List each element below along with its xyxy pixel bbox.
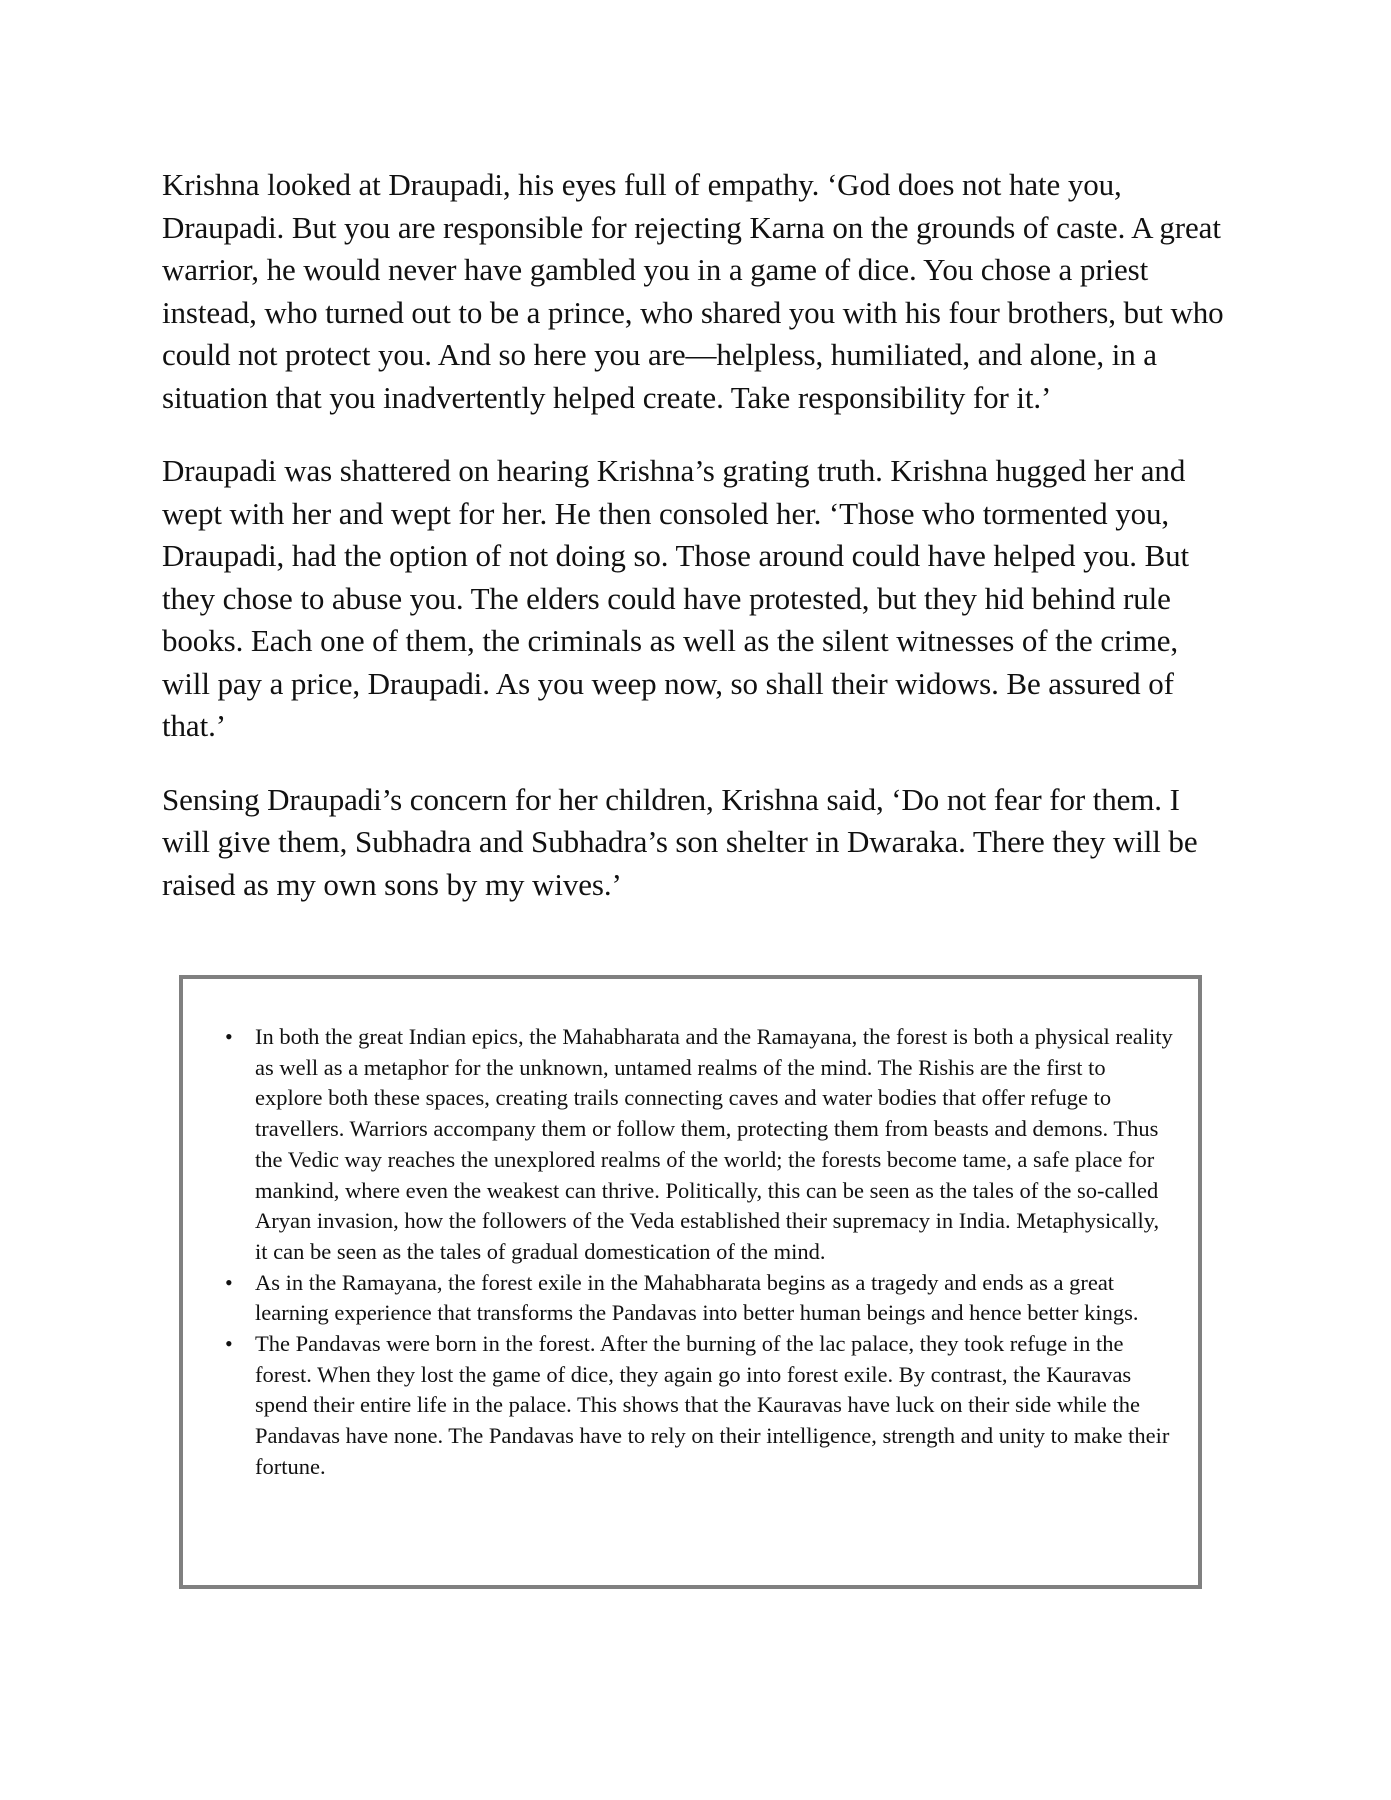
paragraph: Krishna looked at Draupadi, his eyes full of empathy. ‘God does not hate you, Draupadi. But you are responsible for rejecting Karna on the grounds of caste. A great warrior, he would never have gambled you in a game of dice. You chose a priest instead, who turned out to be a prince, who shared you with his four brothers, but who could not protect you. And so here you are—helpless, humiliated, and alone, in a situation that you inadvertently helped create. Take responsibility for it.’ [162, 167, 1224, 415]
list-item [225, 1268, 1175, 1329]
bullet-icon: • [225, 1331, 233, 1357]
list-item-text: The Pandavas were born in the forest. After the burning of the lac palace, they took refuge in the forest. When they lost the game of dice, they again go into forest exile. By contrast, the Kauravas spend their entire life in the palace. This shows that the Kauravas have luck on their side while the Pandavas have none. The Pandavas have to rely on their intelligence, strength and unity to make their fortune. [255, 1331, 1170, 1479]
list-item [225, 1329, 1175, 1483]
body-text [162, 164, 1232, 937]
notes-box [179, 975, 1202, 1589]
list-item-text: As in the Ramayana, the forest exile in the Mahabharata begins as a tragedy and ends as a great learning experience that transforms the Pandavas into better human beings and hence better kings. [255, 1269, 1139, 1326]
list-item-text: In both the great Indian epics, the Mahabharata and the Ramayana, the forest is both a physical reality as well as a metaphor for the unknown, untamed realms of the mind. The Rishis are the first to explore both these spaces, creating trails connecting caves and water bodies that offer refuge to travellers. Warriors accompany them or follow them, protecting them from beasts and demons. Thus the Vedic way reaches the unexplored realms of the world; the forests become tame, a safe place for mankind, where even the weakest can thrive. Politically, this can be seen as the tales of the so-called Aryan invasion, how the followers of the Veda established their supremacy in India. Metaphysically, it can be seen as the tales of gradual domestication of the mind. [255, 1024, 1173, 1264]
paragraph: Sensing Draupadi’s concern for her children, Krishna said, ‘Do not fear for them. I will give them, Subhadra and Subhadra’s son shelter in Dwaraka. There they will be raised as my own sons by my wives.’ [162, 781, 1198, 902]
bullet-icon: • [225, 1024, 233, 1049]
paragraph: Draupadi was shattered on hearing Krishna’s grating truth. Krishna hugged her and wept with her and wept for her. He then consoled her. ‘Those who tormented you, Draupadi, had the option of not doing so. Those around could have helped you. But they chose to abuse you. The elders could have protested, but they hid behind rule books. Each one of them, the criminals as well as the silent witnesses of the crime, will pay a price, Draupadi. As you weep now, so shall their widows. Be assured of that.’ [162, 453, 1190, 743]
notes-list [225, 1022, 1175, 1483]
list-item [225, 1022, 1175, 1268]
bullet-icon: • [225, 1269, 233, 1295]
